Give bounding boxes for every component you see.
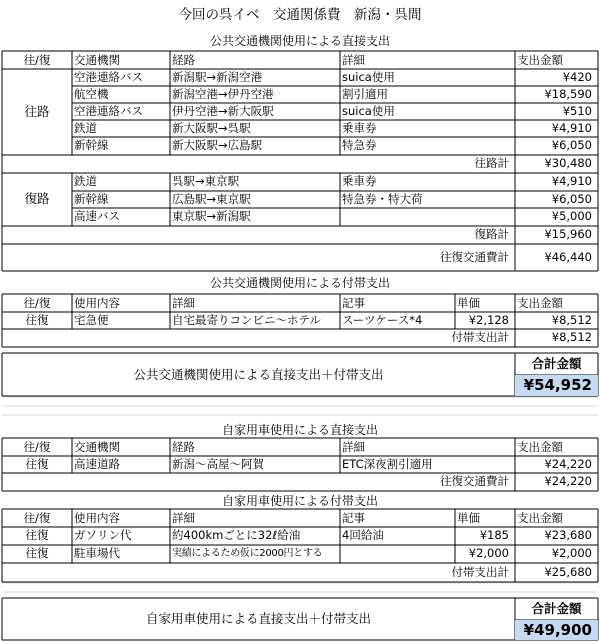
- outbound-label: 往路: [24, 103, 50, 119]
- car-incidental-detail: 約400kmごとに32ℓ給油: [172, 528, 301, 543]
- header-detail: 詳細: [172, 510, 195, 525]
- header-direction: 往/復: [23, 510, 51, 525]
- header-direction: 往/復: [23, 439, 51, 454]
- car-incidental-unit-price: ¥2,000: [468, 546, 509, 561]
- car-incidental-usage: 駐車場代: [74, 546, 120, 561]
- car-incidental-note: [340, 545, 455, 563]
- car-grand-total: ¥49,900: [515, 620, 598, 640]
- outbound-detail: 乗車券: [342, 120, 377, 135]
- incidental-amount: ¥8,512: [551, 312, 592, 327]
- car-round-total-label: 往復交通費計: [440, 474, 509, 489]
- outbound-route: 伊丹空港→新大阪駅: [172, 103, 274, 118]
- car-incidental-heading: 自家用車使用による付帯支出: [221, 494, 378, 508]
- outbound-route: 新大阪駅→呉駅: [172, 120, 251, 135]
- header-direction: 往/復: [23, 52, 51, 67]
- return-transport: 高速バス: [74, 209, 120, 224]
- header-usage: 使用内容: [74, 295, 120, 310]
- return-amount: ¥5,000: [551, 209, 592, 224]
- outbound-amount: ¥510: [562, 103, 592, 118]
- return-detail: [340, 208, 515, 226]
- return-transport: 鉄道: [74, 174, 97, 189]
- header-transport: 交通機関: [74, 52, 120, 67]
- incidental-note: スーツケース*4: [342, 312, 423, 327]
- outbound-transport: 空港連絡バス: [74, 103, 143, 118]
- outbound-transport: 空港連絡バス: [74, 69, 143, 84]
- header-detail: 詳細: [172, 295, 195, 310]
- car-incidental-detail: 実績によるため仮に2000円とする: [172, 548, 323, 559]
- car-incidental-direction: 往復: [25, 528, 49, 543]
- header-note: 記事: [342, 510, 365, 525]
- outbound-amount: ¥4,910: [551, 120, 592, 135]
- return-total: ¥15,960: [544, 227, 592, 242]
- public-direct-heading: 公共交通機関使用による直接支出: [209, 34, 390, 48]
- outbound-total: ¥30,480: [544, 156, 592, 171]
- header-usage: 使用内容: [74, 510, 120, 525]
- outbound-detail: 特急券: [342, 138, 377, 153]
- return-transport: 新幹線: [74, 191, 109, 206]
- return-total-label: 復路計: [474, 227, 509, 242]
- outbound-detail: suica使用: [342, 103, 395, 118]
- incidental-total-label: 付帯支出計: [451, 330, 509, 345]
- outbound-detail: 割引適用: [342, 86, 388, 101]
- header-unit-price: 単価: [457, 510, 480, 525]
- car-incidental-total: ¥25,680: [544, 564, 592, 579]
- incidental-unit-price: ¥2,128: [468, 312, 509, 327]
- car-grand-total-label: 合計金額: [531, 601, 582, 617]
- return-detail: 乗車券: [342, 174, 377, 189]
- header-amount: 支出金額: [517, 510, 563, 525]
- outbound-amount: ¥18,590: [544, 86, 592, 101]
- car-route: 新潟～高屋～阿賀: [172, 456, 264, 471]
- public-grand-total-label: 合計金額: [531, 356, 582, 372]
- header-amount: 支出金額: [517, 52, 563, 67]
- header-detail: 詳細: [342, 439, 365, 454]
- return-detail: 特急券・特大荷: [342, 191, 423, 206]
- car-incidental-amount: ¥2,000: [551, 546, 592, 561]
- car-incidental-amount: ¥23,680: [544, 528, 592, 543]
- car-detail: ETC深夜割引適用: [342, 456, 433, 471]
- incidental-direction: 往復: [25, 312, 49, 327]
- incidental-detail: 自宅最寄りコンビニ～ホテル: [172, 312, 321, 327]
- header-route: 経路: [172, 52, 195, 67]
- car-amount: ¥24,220: [544, 456, 592, 471]
- outbound-amount: ¥6,050: [551, 138, 592, 153]
- sheet-title: 今回の呉イベ 交通関係費 新潟・呉間: [178, 7, 422, 24]
- outbound-transport: 鉄道: [74, 120, 97, 135]
- outbound-transport: 航空機: [74, 86, 109, 101]
- header-amount: 支出金額: [517, 439, 563, 454]
- outbound-transport: 新幹線: [74, 138, 109, 153]
- public-incidental-heading: 公共交通機関使用による付帯支出: [209, 275, 390, 290]
- car-incidental-usage: ガソリン代: [74, 528, 132, 543]
- header-transport: 交通機関: [74, 439, 120, 454]
- header-detail: 詳細: [342, 52, 365, 67]
- outbound-route: 新潟空港→伊丹空港: [172, 86, 274, 101]
- return-label: 復路: [24, 191, 50, 207]
- car-incidental-note: 4回給油: [342, 528, 384, 543]
- outbound-route: 新大阪駅→広島駅: [172, 138, 263, 153]
- return-amount: ¥4,910: [551, 174, 592, 189]
- outbound-total-label: 往路計: [474, 156, 509, 171]
- car-summary-label: 自家用車使用による直接支出＋付帯支出: [145, 611, 371, 627]
- car-direct-heading: 自家用車使用による直接支出: [221, 422, 378, 437]
- round-trip-total: ¥46,440: [544, 249, 592, 264]
- outbound-route: 新潟駅→新潟空港: [172, 69, 263, 84]
- incidental-usage: 宅急便: [74, 312, 109, 327]
- public-summary-label: 公共交通機関使用による直接支出＋付帯支出: [133, 366, 384, 382]
- return-route: 広島駅→東京駅: [172, 191, 251, 206]
- car-transport: 高速道路: [74, 456, 120, 471]
- header-route: 経路: [172, 439, 195, 454]
- return-amount: ¥6,050: [551, 191, 592, 206]
- return-route: 呉駅→東京駅: [172, 174, 240, 189]
- car-direction: 往復: [25, 456, 49, 471]
- return-route: 東京駅→新潟駅: [172, 209, 251, 224]
- car-incidental-direction: 往復: [25, 546, 49, 561]
- outbound-amount: ¥420: [562, 69, 592, 84]
- incidental-total: ¥8,512: [551, 330, 592, 345]
- header-amount: 支出金額: [517, 295, 563, 310]
- car-round-total: ¥24,220: [544, 474, 592, 489]
- header-direction: 往/復: [23, 295, 51, 310]
- outbound-detail: suica使用: [342, 69, 395, 84]
- header-unit-price: 単価: [457, 295, 480, 310]
- header-note: 記事: [342, 295, 365, 310]
- round-trip-total-label: 往復交通費計: [440, 249, 509, 264]
- public-grand-total: ¥54,952: [515, 375, 598, 396]
- car-incidental-total-label: 付帯支出計: [451, 564, 509, 579]
- car-incidental-unit-price: ¥185: [479, 528, 509, 543]
